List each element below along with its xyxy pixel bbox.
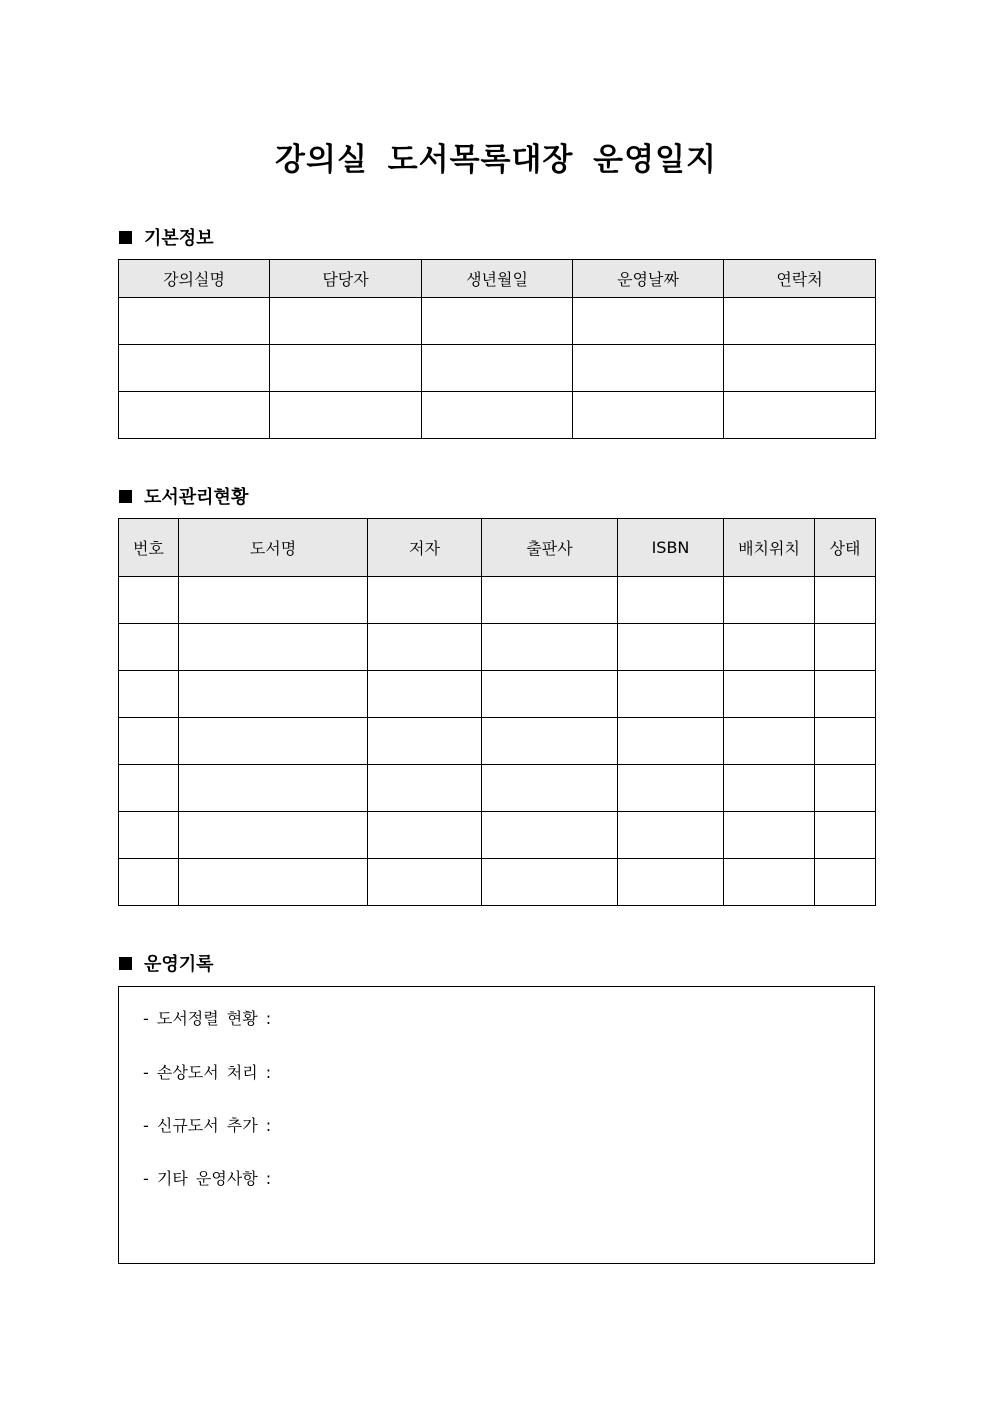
book-management-table (118, 518, 876, 906)
table-cell[interactable] (119, 671, 179, 718)
table-row (119, 298, 876, 345)
column-header-classroom: 강의실명 (119, 260, 270, 298)
table-header-row (119, 260, 876, 298)
table-row (119, 345, 876, 392)
table-cell[interactable] (482, 718, 618, 765)
table-cell[interactable] (618, 859, 724, 906)
table-cell[interactable] (368, 577, 482, 624)
book-management-heading-label: 도서관리현황 (144, 487, 249, 508)
table-cell[interactable] (119, 859, 179, 906)
basic-info-heading-label: 기본정보 (144, 228, 214, 249)
column-header-number: 번호 (119, 519, 179, 577)
table-cell[interactable] (179, 812, 368, 859)
table-cell[interactable] (179, 859, 368, 906)
page-title: 강의실 도서목록대장 운영일지 (275, 142, 717, 178)
table-cell[interactable] (270, 298, 422, 345)
table-cell[interactable] (368, 718, 482, 765)
table-row (119, 812, 876, 859)
table-cell[interactable] (422, 298, 573, 345)
table-cell[interactable] (815, 718, 876, 765)
table-cell[interactable] (618, 765, 724, 812)
log-item-damaged-books: - 손상도서 처리 : (143, 1063, 272, 1082)
operation-log-heading (119, 950, 214, 976)
table-cell[interactable] (618, 718, 724, 765)
column-header-contact: 연락처 (724, 260, 876, 298)
column-header-isbn: ISBN (618, 519, 724, 577)
table-cell[interactable] (724, 392, 876, 439)
operation-log-heading-label: 운영기록 (144, 954, 214, 975)
operation-log-box[interactable] (118, 986, 875, 1264)
table-cell[interactable] (119, 345, 270, 392)
table-row (119, 765, 876, 812)
table-cell[interactable] (119, 577, 179, 624)
table-cell[interactable] (179, 671, 368, 718)
table-cell[interactable] (815, 671, 876, 718)
table-cell[interactable] (179, 765, 368, 812)
table-cell[interactable] (482, 812, 618, 859)
table-cell[interactable] (179, 624, 368, 671)
table-cell[interactable] (724, 718, 815, 765)
table-cell[interactable] (815, 577, 876, 624)
table-cell[interactable] (368, 765, 482, 812)
column-header-publisher: 출판사 (482, 519, 618, 577)
table-cell[interactable] (724, 812, 815, 859)
table-cell[interactable] (618, 671, 724, 718)
square-bullet-icon (119, 231, 132, 244)
column-header-status: 상태 (815, 519, 876, 577)
table-cell[interactable] (573, 345, 724, 392)
table-cell[interactable] (368, 624, 482, 671)
table-cell[interactable] (724, 765, 815, 812)
table-row (119, 577, 876, 624)
table-row (119, 718, 876, 765)
table-cell[interactable] (119, 392, 270, 439)
table-row (119, 624, 876, 671)
column-header-birthdate: 생년월일 (422, 260, 573, 298)
table-cell[interactable] (573, 298, 724, 345)
table-cell[interactable] (368, 812, 482, 859)
table-cell[interactable] (179, 718, 368, 765)
table-cell[interactable] (815, 765, 876, 812)
table-cell[interactable] (422, 345, 573, 392)
table-row (119, 671, 876, 718)
table-cell[interactable] (724, 671, 815, 718)
table-cell[interactable] (119, 812, 179, 859)
table-cell[interactable] (422, 392, 573, 439)
table-cell[interactable] (724, 298, 876, 345)
column-header-manager: 담당자 (270, 260, 422, 298)
table-cell[interactable] (119, 624, 179, 671)
column-header-location: 배치위치 (724, 519, 815, 577)
column-header-book-title: 도서명 (179, 519, 368, 577)
column-header-operation-date: 운영날짜 (573, 260, 724, 298)
basic-info-table (118, 259, 876, 439)
table-cell[interactable] (482, 577, 618, 624)
table-cell[interactable] (618, 812, 724, 859)
table-cell[interactable] (119, 718, 179, 765)
square-bullet-icon (119, 490, 132, 503)
table-row (119, 392, 876, 439)
table-row (119, 859, 876, 906)
book-management-heading (119, 483, 248, 509)
table-cell[interactable] (368, 671, 482, 718)
table-cell[interactable] (815, 859, 876, 906)
table-header-row (119, 519, 876, 577)
table-cell[interactable] (618, 624, 724, 671)
table-cell[interactable] (482, 859, 618, 906)
table-cell[interactable] (573, 392, 724, 439)
log-item-other-notes: - 기타 운영사항 : (143, 1169, 272, 1188)
table-cell[interactable] (270, 345, 422, 392)
table-cell[interactable] (482, 765, 618, 812)
table-cell[interactable] (815, 812, 876, 859)
table-cell[interactable] (119, 765, 179, 812)
table-cell[interactable] (270, 392, 422, 439)
table-cell[interactable] (368, 859, 482, 906)
log-item-new-books: - 신규도서 추가 : (143, 1116, 272, 1135)
square-bullet-icon (119, 957, 132, 970)
table-cell[interactable] (119, 298, 270, 345)
table-cell[interactable] (179, 577, 368, 624)
log-item-book-arrangement: - 도서정렬 현황 : (143, 1009, 272, 1028)
table-cell[interactable] (482, 671, 618, 718)
column-header-author: 저자 (368, 519, 482, 577)
table-cell[interactable] (724, 859, 815, 906)
basic-info-heading (119, 224, 214, 250)
table-cell[interactable] (618, 577, 724, 624)
table-cell[interactable] (724, 624, 815, 671)
table-cell[interactable] (482, 624, 618, 671)
table-cell[interactable] (815, 624, 876, 671)
table-cell[interactable] (724, 577, 815, 624)
table-cell[interactable] (724, 345, 876, 392)
